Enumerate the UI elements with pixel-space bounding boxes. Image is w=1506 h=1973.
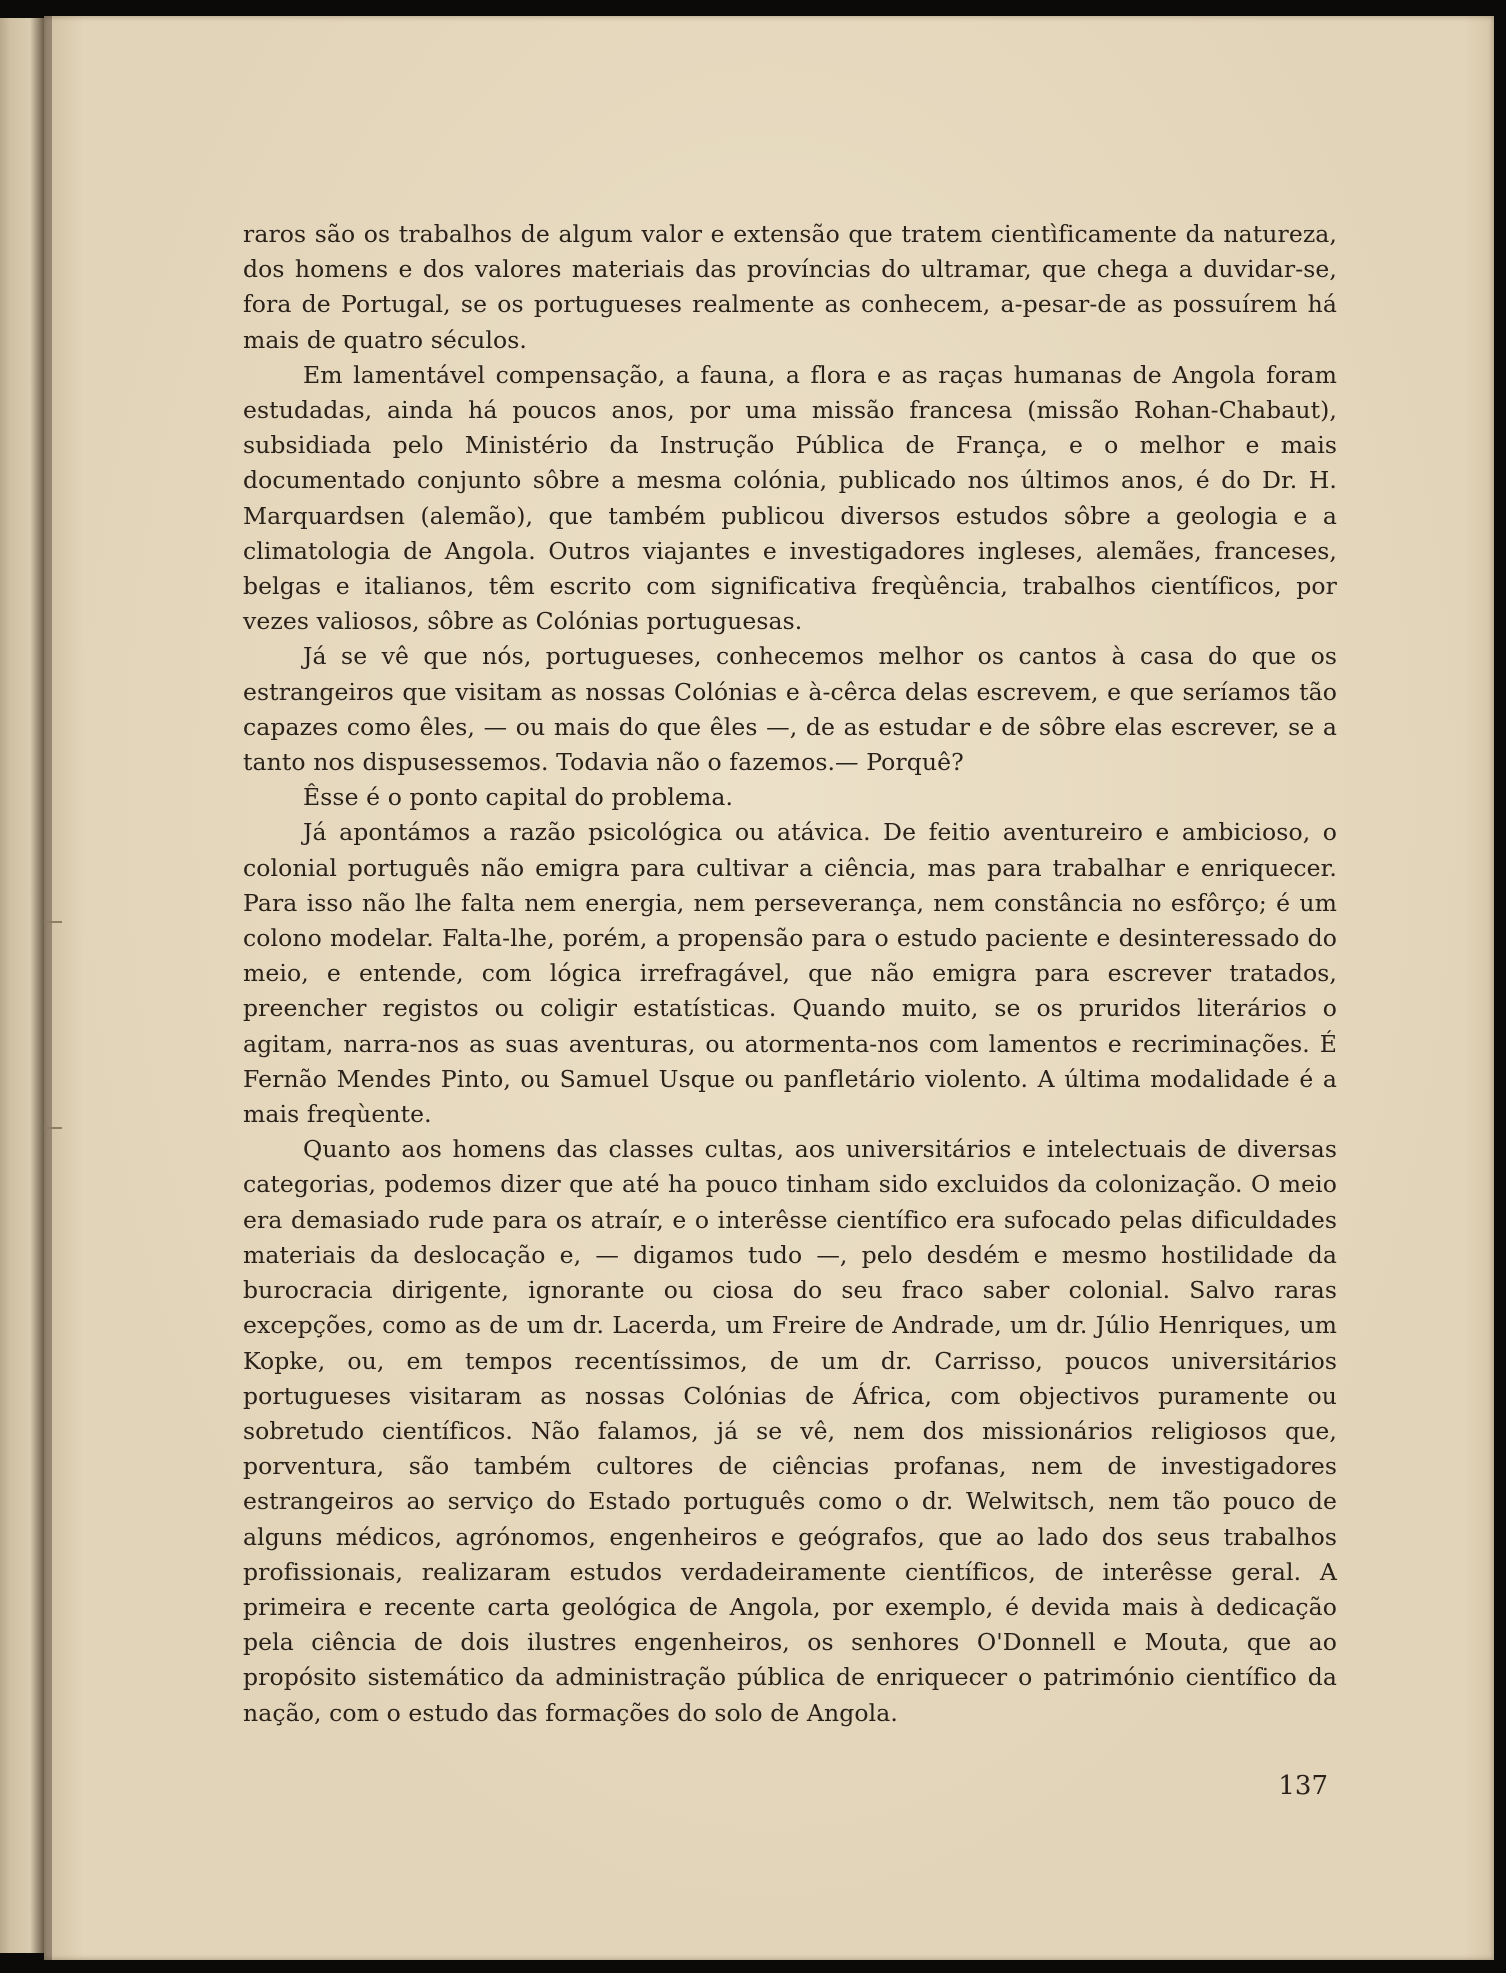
margin-mark [44,1127,62,1129]
paragraph: Quanto aos homens das classes cultas, aos universitários e intelectuais de diversas categorias, podemos dizer que até ha pouco tinham sido excluidos da colonização. O meio era demasiado rude para os atraír, e o interêsse científico era sufocado pelas dificuldades materiais da deslocação e, — digamos tudo —, pelo desdém e mesmo hostilidade da burocracia dirigente, ignorante ou ciosa do seu fraco saber colonial. Salvo raras excepções, como as de um dr. Lacerda, um Freire de Andrade, um dr. Júlio Henriques, um Kopke, ou, em tempos recentíssimos, de um dr. Carrisso, poucos universitários portugueses visitaram as nossas Colónias de África, com objectivos puramente ou sobretudo científicos. Não falamos, já se vê, nem dos missionários religiosos que, porventura, são também cultores de ciências profanas, nem de investigadores estrangeiros ao serviço do Estado português como o dr. Welwitsch, nem tão pouco de alguns médicos, agrónomos, engenheiros e geógrafos, que ao lado dos seus trabalhos profissionais, realizaram estudos verdadeiramente científicos, de interêsse geral. A primeira e recente carta geológica de Angola, por exemplo, é devida mais à dedicação pela ciência de dois ilustres engenheiros, os senhores O'Donnell e Mouta, que ao propósito sistemático da administração pública de enriquecer o património científico da nação, com o estudo das formações do solo de Angola. [243,1135,1337,1727]
page-number: 137 [1278,1771,1328,1801]
margin-mark [44,921,62,923]
paragraph: Já apontámos a razão psicológica ou atávica. De feitio aventureiro e ambicioso, o colonial português não emigra para cultivar a ciência, mas para trabalhar e enriquecer. Para isso não lhe falta nem energia, nem perseverança, nem constância no esfôrço; é um colono modelar. Falta-lhe, porém, a propensão para o estudo paciente e desinteressado do meio, e entende, com lógica irrefragável, que não emigra para escrever tratados, preencher registos ou coligir estatísticas. Quando muito, se os pruridos literários o agitam, narra-nos as suas aventuras, ou atormenta-nos com lamentos e recriminações. É Fernão Mendes Pinto, ou Samuel Usque ou panfletário violento. A última modalidade é a mais freqùente. [243,818,1337,1129]
paragraph: Êsse é o ponto capital do problema. [303,783,734,812]
book-page [44,16,1494,1960]
gutter-shadow [44,16,52,1960]
paragraph: raros são os trabalhos de algum valor e extensão que tratem cientìficamente da natureza, dos homens e dos valores materiais das províncias do ultramar, que chega a duvidar-se, fora de Portugal, se os portugueses realmente as conhecem, a-pesar-de as possuírem há mais de quatro séculos. [243,220,1337,354]
previous-page-edge [0,18,46,1953]
body-text [243,217,1337,1731]
paragraph: Em lamentável compensação, a fauna, a flora e as raças humanas de Angola foram estudadas, ainda há poucos anos, por uma missão francesa (missão Rohan-Chabaut), subsidiada pelo Ministério da Instrução Pública de França, e o melhor e mais documentado conjunto sôbre a mesma colónia, publicado nos últimos anos, é do Dr. H. Marquardsen (alemão), que também publicou diversos estudos sôbre a geologia e a climatologia de Angola. Outros viajantes e investigadores ingleses, alemães, franceses, belgas e italianos, têm escrito com significativa freqùência, trabalhos científicos, por vezes valiosos, sôbre as Colónias portuguesas. [243,360,1337,636]
paragraph: Já se vê que nós, portugueses, conhecemos melhor os cantos à casa do que os estrangeiros que visitam as nossas Colónias e à-cêrca delas escrevem, e que seríamos tão capazes como êles, — ou mais do que êles —, de as estudar e de sôbre elas escrever, se a tanto nos dispusessemos. Todavia não o fazemos.— Porquê? [243,642,1337,777]
